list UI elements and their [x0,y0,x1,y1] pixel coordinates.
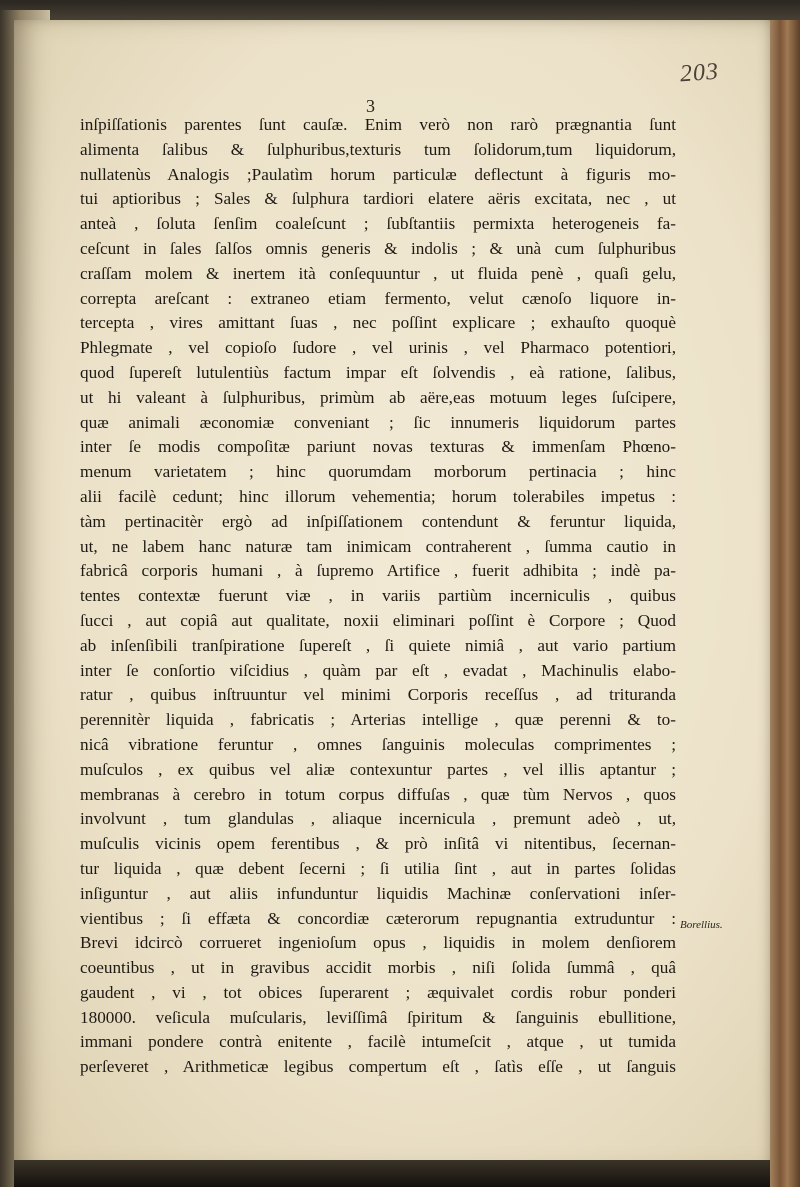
text-line: Brevi idcircò corrueret ingenioſum opus , liquidis in molem denſiorem [80,933,676,953]
text-line: membranas à cerebro in totum corpus diffuſas , quæ tùm Nervos , quos [80,784,676,804]
text-line: Phlegmate , vel copioſo ſudore , vel urinis , vel Pharmaco potentiori, [80,338,676,358]
text-line: correpta areſcant : extraneo etiam fermento, velut cænoſo liquore in- [80,288,676,308]
text-line: menum varietatem ; hinc quorumdam morborum pertinacia ; hinc [80,462,676,482]
text-line: quæ animali æconomiæ conveniant ; ſic innumeris liquidorum partes [80,412,676,432]
text-line: ut hi valeant à ſulphuribus, primùm ab aëre,eas motuum leges ſuſcipere, [80,387,676,407]
text-line: tui aptioribus ; Sales & ſulphura tardiori elatere aëris excitata, nec , ut [80,189,676,209]
book-top-edge [0,0,800,22]
signature-mark: 3 [366,96,375,116]
text-line: alii facilè cedunt; hinc illorum vehementia; horum tolerabiles impetus : [80,486,676,506]
text-line: ratur , quibus inſtruuntur vel minimi Corporis receſſus , ad trituranda [80,685,676,705]
text-line: inter ſe modis compoſitæ pariunt novas texturas & immenſam Phœno- [80,437,676,457]
text-line: tentes contextæ fuerunt viæ , in variis partiùm incerniculis , quibus [80,586,676,606]
page-body-text [80,113,676,1080]
text-line: tàm pertinacitèr ergò ad inſpiſſationem contendunt & feruntur liquida, [80,511,676,531]
text-line: involvunt , tum glandulas , aliaque incernicula , premunt adeò , ut, [80,809,676,829]
folio-number: 203 [679,58,720,88]
text-line: perennitèr liquida , fabricatis ; Arterias intellige , quæ perenni & to- [80,710,676,730]
text-line: ceſcunt in ſales ſalſos omnis generis & indolis ; & unà cum ſulphuribus [80,238,676,258]
text-line: inſiguntur , aut aliis infunduntur liquidis Machinæ conſervationi inſer- [80,883,676,903]
text-line: 180000. veſicula muſcularis, leviſſimâ ſpiritum & ſanguinis ebullitione, [80,1007,676,1027]
text-line: anteà , ſoluta ſenſim coaleſcunt ; ſubſtantiis permixta heterogeneis fa- [80,214,676,234]
text-line: craſſam molem & inertem ità conſequuntur , ut fluida penè , quaſi gelu, [80,263,676,283]
text-line: ab inſenſibili tranſpiratione ſupereſt , ſi quiete nimiâ , aut vario partium [80,635,676,655]
page-bottom-shadow [14,1160,770,1187]
text-line: gaudent , vi , tot obices ſuperarent ; æquivalet cordis robur ponderi [80,982,676,1002]
text-line: perſeveret , Arithmeticæ legibus compertum eſt , ſatìs eſſe , ut ſanguis [80,1057,676,1077]
text-line: fabricâ corporis humani , à ſupremo Artifice , fuerit adhibita ; indè pa- [80,561,676,581]
text-line: alimenta ſalibus & ſulphuribus,texturis tum ſolidorum,tum liquidorum, [80,139,676,159]
text-line: nullatenùs Analogis ;Paulatìm horum particulæ deflectunt à figuris mo- [80,164,676,184]
text-line: nicâ vibratione feruntur , omnes ſanguinis moleculas comprimentes ; [80,734,676,754]
marginal-note: Borellius. [680,919,723,931]
text-line: quod ſupereſt lutulentiùs factum impar eſt ſolvendis , eà ratione, ſalibus, [80,362,676,382]
text-line: ſucci , aut copiâ aut qualitate, noxii eliminari poſſint è Corpore ; Quod [80,610,676,630]
text-line: inter ſe conſortio viſcidius , quàm par eſt , evadat , Machinulis elabo- [80,660,676,680]
text-line: immani pondere contrà enitente , facilè intumeſcit , atque , ut tumida [80,1032,676,1052]
text-line: muſculos , ex quibus vel aliæ contexuntur partes , vel illis aptantur ; [80,759,676,779]
text-line: vientibus ; ſi effæta & concordiæ cæterorum repugnantia extruduntur : [80,908,676,928]
text-line: muſculis vicinis opem ferentibus , & prò inſitâ vi nitentibus, ſecernan- [80,834,676,854]
text-line: tur liquida , quæ debent ſecerni ; ſi utilia ſint , aut in partes ſolidas [80,858,676,878]
text-line: coeuntibus , ut in gravibus accidit morbis , niſi ſolida ſummâ , quâ [80,958,676,978]
text-line: inſpiſſationis parentes ſunt cauſæ. Enim verò non rarò prægnantia ſunt [80,115,676,134]
text-line: ut, ne labem hanc naturæ tam inimicam contraherent , ſumma cautio in [80,536,676,556]
text-line: tercepta , vires amittant ſuas , nec poſſint explicare ; exhauſto quoquè [80,313,676,333]
